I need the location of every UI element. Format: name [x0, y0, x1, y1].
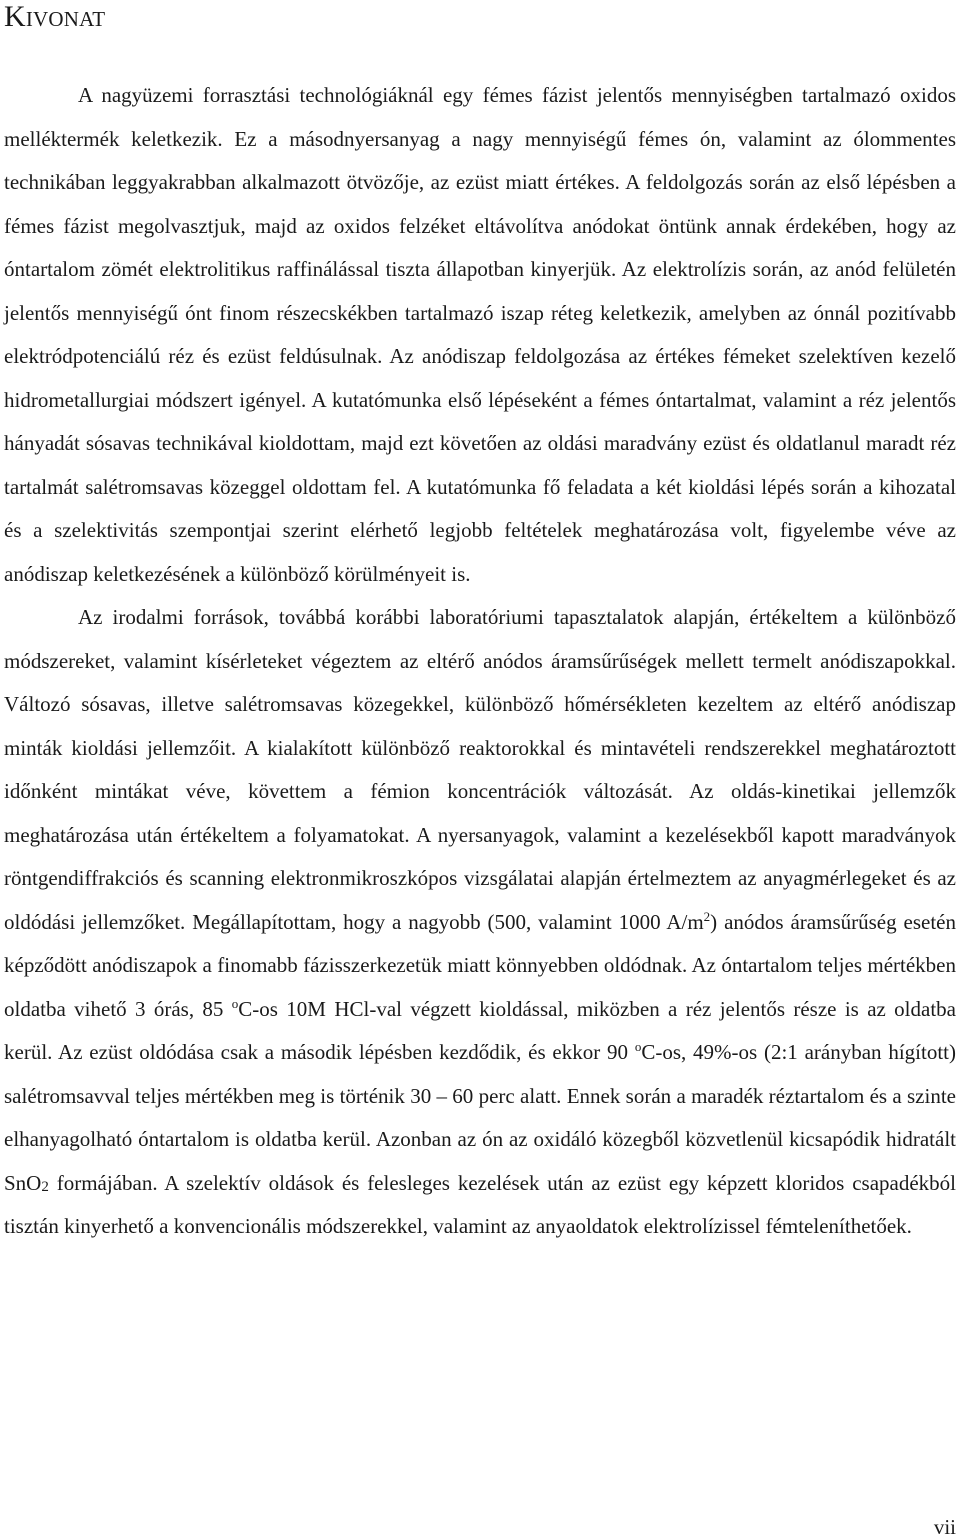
paragraph-2-text-part-3: C-os 10M HCl-val végzett kioldással, miközben a réz jelentős része is az oldatba kerül. Az ezüst oldódása csak a második lépésben kezdődik, és ekkor 90	[4, 996, 956, 1064]
page-title: Kivonat	[4, 0, 106, 33]
degree-superscript: o	[231, 995, 239, 1011]
formula-subscript: 2	[41, 1178, 49, 1195]
paragraph-2-text-part-4: C-os, 49%-os (2:1 arányban hígított) salétromsavval teljes mértékben meg is történik 30 – 60 perc alatt. Ennek során a maradék réztartalom és a szinte elhanyagolható óntartalom is oldatba kerül. Azonban az ón az oxidáló közegből közvetlenül kicsapódik hidratált SnO	[4, 1040, 957, 1195]
degree-superscript: o	[634, 1039, 642, 1054]
paragraph-2-text-part-2: ) anódos áramsűrűség esetén képződött anódiszapok a finomabb fázisszerkezetük miatt könnyebben oldódnak. Az óntartalom teljes mértékben oldatba vihető 3 órás, 85	[4, 909, 956, 1021]
abstract-body	[4, 74, 956, 1249]
paragraph-2-text-part-1: Az irodalmi források, továbbá korábbi laboratóriumi tapasztalatok alapján, értékeltem a különböző módszereket, valamint kísérleteket végeztem az eltérő anódos áramsűrűségek mellett termelt anódiszapokkal. Változó sósavas, illetve salétromsavas közegekkel, különböző hőmérsékleten kezeltem az eltérő anódiszap minták kioldási jellemzőit. A kialakított különböző reaktorokkal és mintavételi rendszerekkel meghatároztott időnként mintákat véve, követtem a fémion koncentrációk változását. Az oldás-kinetikai jellemzők meghatározása után értékeltem a folyamatokat. A nyersanyagok, valamint a kezelésekből kapott maradványok röntgendiffrakciós és scanning elektronmikroszkópos vizsgálatai alapján értelmeztem az anyagmérlegeket és az oldódási jellemzőket. Megállapítottam, hogy a nagyobb (500, valamint 1000 A/m	[4, 605, 956, 934]
paragraph-2-text-part-5: formájában. A szelektív oldások és felesleges kezelések után az ezüst egy képzett kloridos csapadékból tisztán kinyerhető a konvencionális módszerekkel, valamint az anyaoldatok elektrolízissel fémteleníthetőek.	[4, 1170, 956, 1238]
paragraph-1	[4, 74, 956, 596]
paragraph-2	[4, 596, 956, 1249]
document-page	[4, 0, 956, 1539]
page-number: vii	[933, 1515, 956, 1539]
paragraph-1-text: A nagyüzemi forrasztási technológiáknál egy fémes fázist jelentős mennyiségben tartalmazó oxidos melléktermék keletkezik. Ez a másodnyersanyag a nagy mennyiségű fémes ón, valamint az ólommentes technikában leggyakrabban alkalmazott ötvözője, az ezüst miatt értékes. A feldolgozás során az első lépésben a fémes fázist megolvasztjuk, majd az oxidos felzéket eltávolítva anódokat öntünk annak érdekében, hogy az óntartalom zömét elektrolitikus raffinálással tiszta állapotban kinyerjük. Az elektrolízis során, az anód felületén jelentős mennyiségű ónt finom részecskékben tartalmazó iszap réteg keletkezik, amelyben az ónnál pozitívabb elektródpotenciálú réz és ezüst feldúsulnak. Az anódiszap feldolgozása az értékes fémeket szelektíven kezelő hidrometallurgiai módszert igényel. A kutatómunka első lépéseként a fémes óntartalmat, valamint a réz jelentős hányadát sósavas technikával kioldottam, majd ezt követően az oldási maradvány ezüst és oldatlanul maradt réz tartalmát salétromsavas közeggel oldottam fel. A kutatómunka fő feladata a két kioldási lépés során a kihozatal és a szelektivitás szempontjai szerint elérhető legjobb feltételek meghatározása volt, figyelembe véve az anódiszap keletkezésének a különböző körülményeit is.	[4, 83, 956, 586]
unit-superscript: 2	[703, 908, 711, 924]
